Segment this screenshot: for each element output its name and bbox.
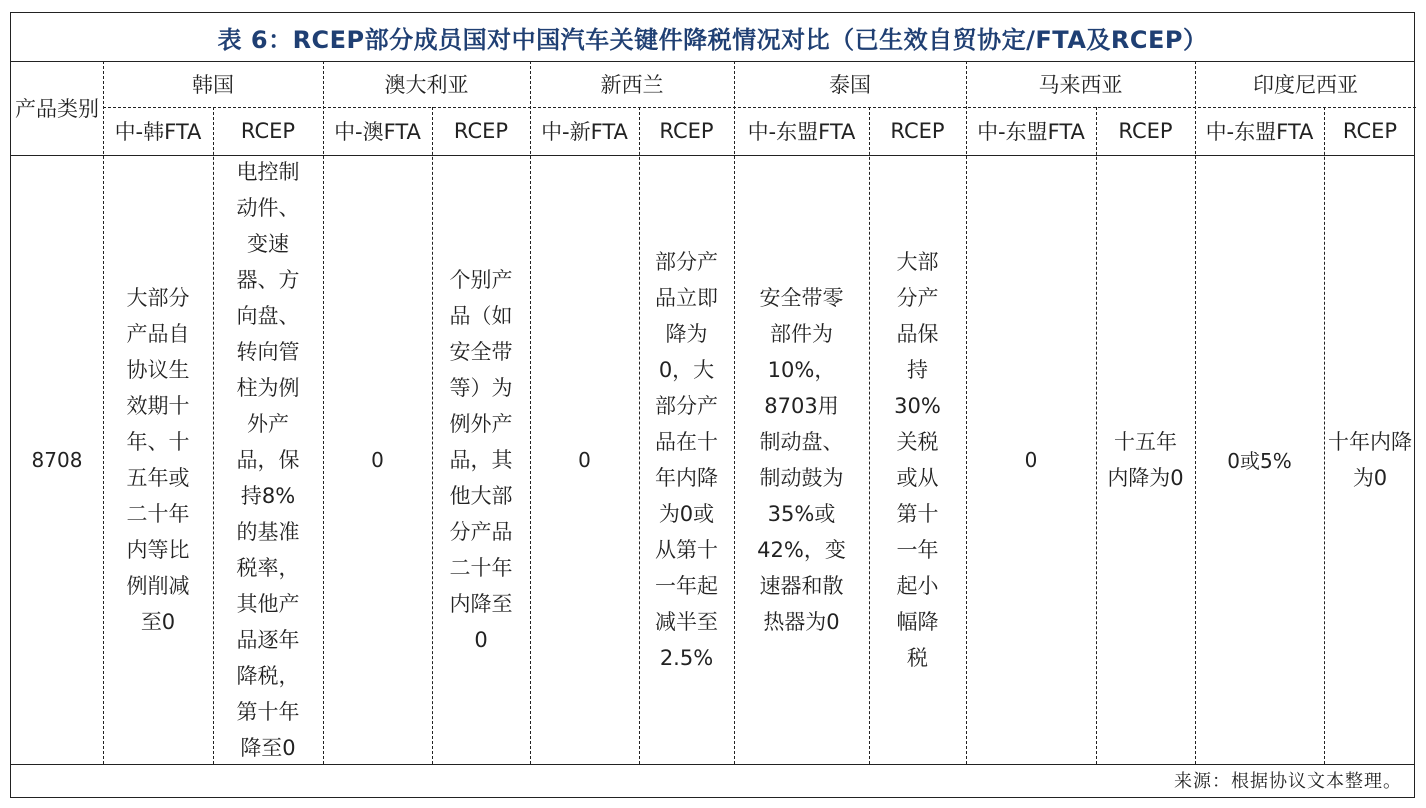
subheader: 中-新FTA <box>541 120 628 144</box>
subheader: 中-澳FTA <box>334 120 421 144</box>
cell-indonesia-fta: 0或5% <box>1227 449 1292 473</box>
header-country-thailand: 泰国 <box>829 73 871 97</box>
cell-new-zealand-rcep: 部分产品立即降为0，大部分产品在十年内降为0或从第十一年起减半至2.5% <box>655 249 718 670</box>
header-country-new-zealand: 新西兰 <box>600 73 664 97</box>
cell-malaysia-rcep: 十五年内降为0 <box>1107 429 1184 490</box>
subheader: RCEP <box>659 119 714 143</box>
cell-australia-fta: 0 <box>371 447 384 472</box>
cell-australia-rcep: 个别产品（如安全带等）为例外产品，其他大部分产品二十年内降至0 <box>449 267 513 652</box>
header-country-indonesia: 印度尼西亚 <box>1253 73 1358 97</box>
header-country-australia: 澳大利亚 <box>384 73 469 97</box>
source-note: 来源：根据协议文本整理。 <box>1174 771 1402 792</box>
table-frame <box>10 12 1415 798</box>
header-country-korea: 韩国 <box>192 73 234 97</box>
cell-new-zealand-fta: 0 <box>578 447 591 472</box>
cell-thailand-fta: 安全带零部件为10%，8703用制动盘、制动鼓为35%或42%，变速器和散热器为0 <box>757 285 846 634</box>
header-country-malaysia: 马来西亚 <box>1038 73 1123 97</box>
subheader: RCEP <box>1118 119 1173 143</box>
subheader: RCEP <box>240 119 296 143</box>
cell-indonesia-rcep: 十年内降为0 <box>1328 429 1412 490</box>
table-bottom-line <box>11 764 1414 765</box>
subheader: 中-东盟FTA <box>1205 120 1314 144</box>
cell-malaysia-fta: 0 <box>1024 447 1038 472</box>
header-product-category: 产品类别 <box>15 97 99 121</box>
subheader: RCEP <box>453 119 509 143</box>
table-title: 表 6：RCEP部分成员国对中国汽车关键件降税情况对比（已生效自贸协定/FTA及RCEP） <box>217 25 1208 54</box>
cell-korea-rcep: 电控制动件、变速器、方向盘、转向管柱为例外产品，保持8%的基准税率，其他产品逐年降税，第十年降至0 <box>236 159 300 760</box>
subheader: 中-东盟FTA <box>977 120 1085 144</box>
cell-thailand-rcep: 大部分产品保持30%关税或从第十一年起小幅降税 <box>894 249 941 670</box>
subheader: 中-韩FTA <box>114 120 202 144</box>
subheader: 中-东盟FTA <box>747 120 856 144</box>
subheader: RCEP <box>1342 119 1398 143</box>
subheader: RCEP <box>890 119 945 143</box>
cell-korea-fta: 大部分产品自协议生效期十年、十五年或二十年内等比例削减至0 <box>126 285 190 634</box>
product-code: 8708 <box>31 447 83 472</box>
